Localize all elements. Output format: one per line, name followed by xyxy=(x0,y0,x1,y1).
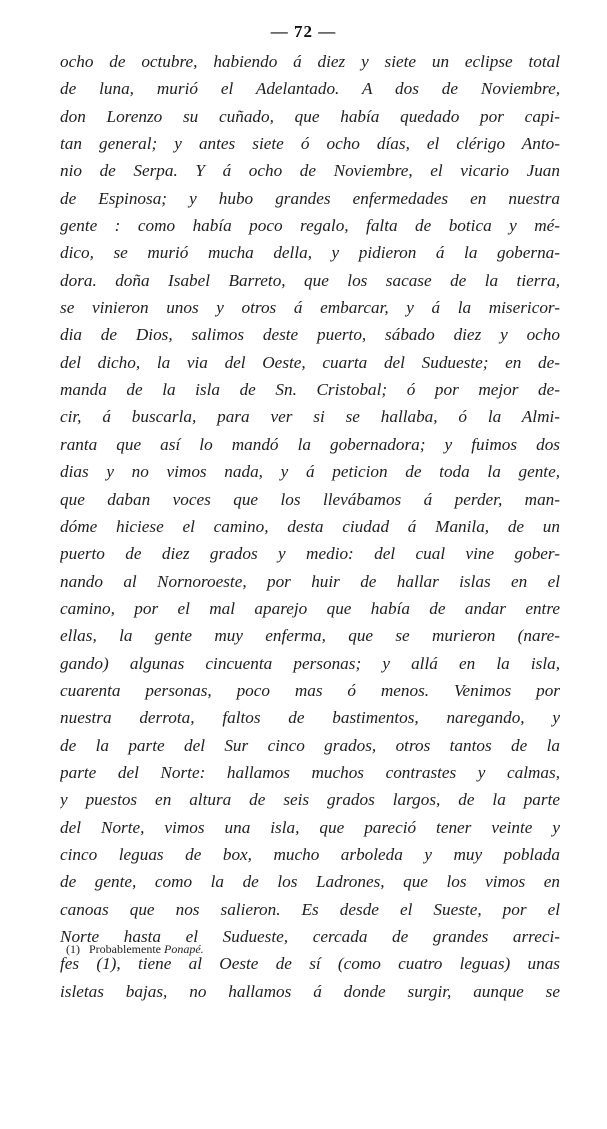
text-line: puerto de diez grados y medio: del cual vine gober- xyxy=(60,544,560,564)
text-line: isletas bajas, no hallamos á donde surgir, aunque se xyxy=(60,981,560,1001)
footnote xyxy=(66,942,204,957)
text-line: cir, á buscarla, para ver si se hallaba, ó la Almi- xyxy=(60,407,560,427)
text-line: del dicho, la via del Oeste, cuarta del Sudueste; en de- xyxy=(60,352,560,372)
text-line: cuarenta personas, poco mas ó menos. Venimos por xyxy=(60,680,560,700)
text-line: nuestra derrota, faltos de bastimentos, naregando, y xyxy=(60,708,560,728)
footnote-mark: (1) xyxy=(66,942,80,956)
text-line: dias y no vimos nada, y á peticion de toda la gente, xyxy=(60,462,560,482)
text-line: nando al Nornoroeste, por huir de hallar islas en el xyxy=(60,571,560,591)
footnote-place-name: Ponapé. xyxy=(163,942,204,956)
text-line: gente : como había poco regalo, falta de botica y mé- xyxy=(60,216,560,236)
text-line: ocho de octubre, habiendo á diez y siete un eclipse total xyxy=(60,52,560,71)
text-line: de luna, murió el Adelantado. A dos de Noviembre, xyxy=(60,79,560,99)
text-line: nio de Serpa. Y á ocho de Noviembre, el vicario Juan xyxy=(60,161,560,181)
page-number: — 72 — xyxy=(270,22,337,41)
text-line: don Lorenzo su cuñado, que había quedado por capi- xyxy=(60,106,560,126)
body-text xyxy=(60,48,560,1005)
text-line: dico, se murió mucha della, y pidieron á la goberna- xyxy=(60,243,560,263)
text-line: Norte hasta el Sudueste, cercada de grandes arreci- xyxy=(60,927,560,946)
text-line: de Espinosa; y hubo grandes enfermedades en nuestra xyxy=(60,188,560,208)
text-line: ellas, la gente muy enferma, que se murieron (nare- xyxy=(60,626,560,646)
text-line: gando) algunas cincuenta personas; y allá en la isla, xyxy=(60,653,560,673)
text-line: y puestos en altura de seis grados largos, de la parte xyxy=(60,790,560,810)
text-line: fes (1), tiene al Oeste de sí (como cuatro leguas) unas xyxy=(60,954,560,974)
text-line: manda de la isla de Sn. Cristobal; ó por mejor de- xyxy=(60,380,560,400)
text-line: que daban voces que los llevábamos á perder, man- xyxy=(60,489,560,509)
text-line: del Norte, vimos una isla, que pareció tener veinte y xyxy=(60,817,560,837)
footnote-text: Probablemente xyxy=(89,942,161,956)
text-line: camino, por el mal aparejo que había de andar entre xyxy=(60,598,560,618)
text-line: de gente, como la de los Ladrones, que los vimos en xyxy=(60,872,560,892)
text-line: cinco leguas de box, mucho arboleda y muy poblada xyxy=(60,844,560,864)
text-line: dóme hiciese el camino, desta ciudad á Manila, de un xyxy=(60,516,560,536)
text-line: canoas que nos salieron. Es desde el Sueste, por el xyxy=(60,899,560,919)
text-line: de la parte del Sur cinco grados, otros tantos de la xyxy=(60,735,560,755)
text-line: se vinieron unos y otros á embarcar, y á la misericor- xyxy=(60,298,560,318)
text-line: dora. doña Isabel Barreto, que los sacase de la tierra, xyxy=(60,270,560,290)
text-line: ranta que así lo mandó la gobernadora; y fuimos dos xyxy=(60,434,560,454)
text-line: tan general; y antes siete ó ocho días, el clérigo Anto- xyxy=(60,134,560,154)
text-line: parte del Norte: hallamos muchos contrastes y calmas, xyxy=(60,762,560,782)
text-line: dia de Dios, salimos deste puerto, sábado diez y ocho xyxy=(60,325,560,345)
